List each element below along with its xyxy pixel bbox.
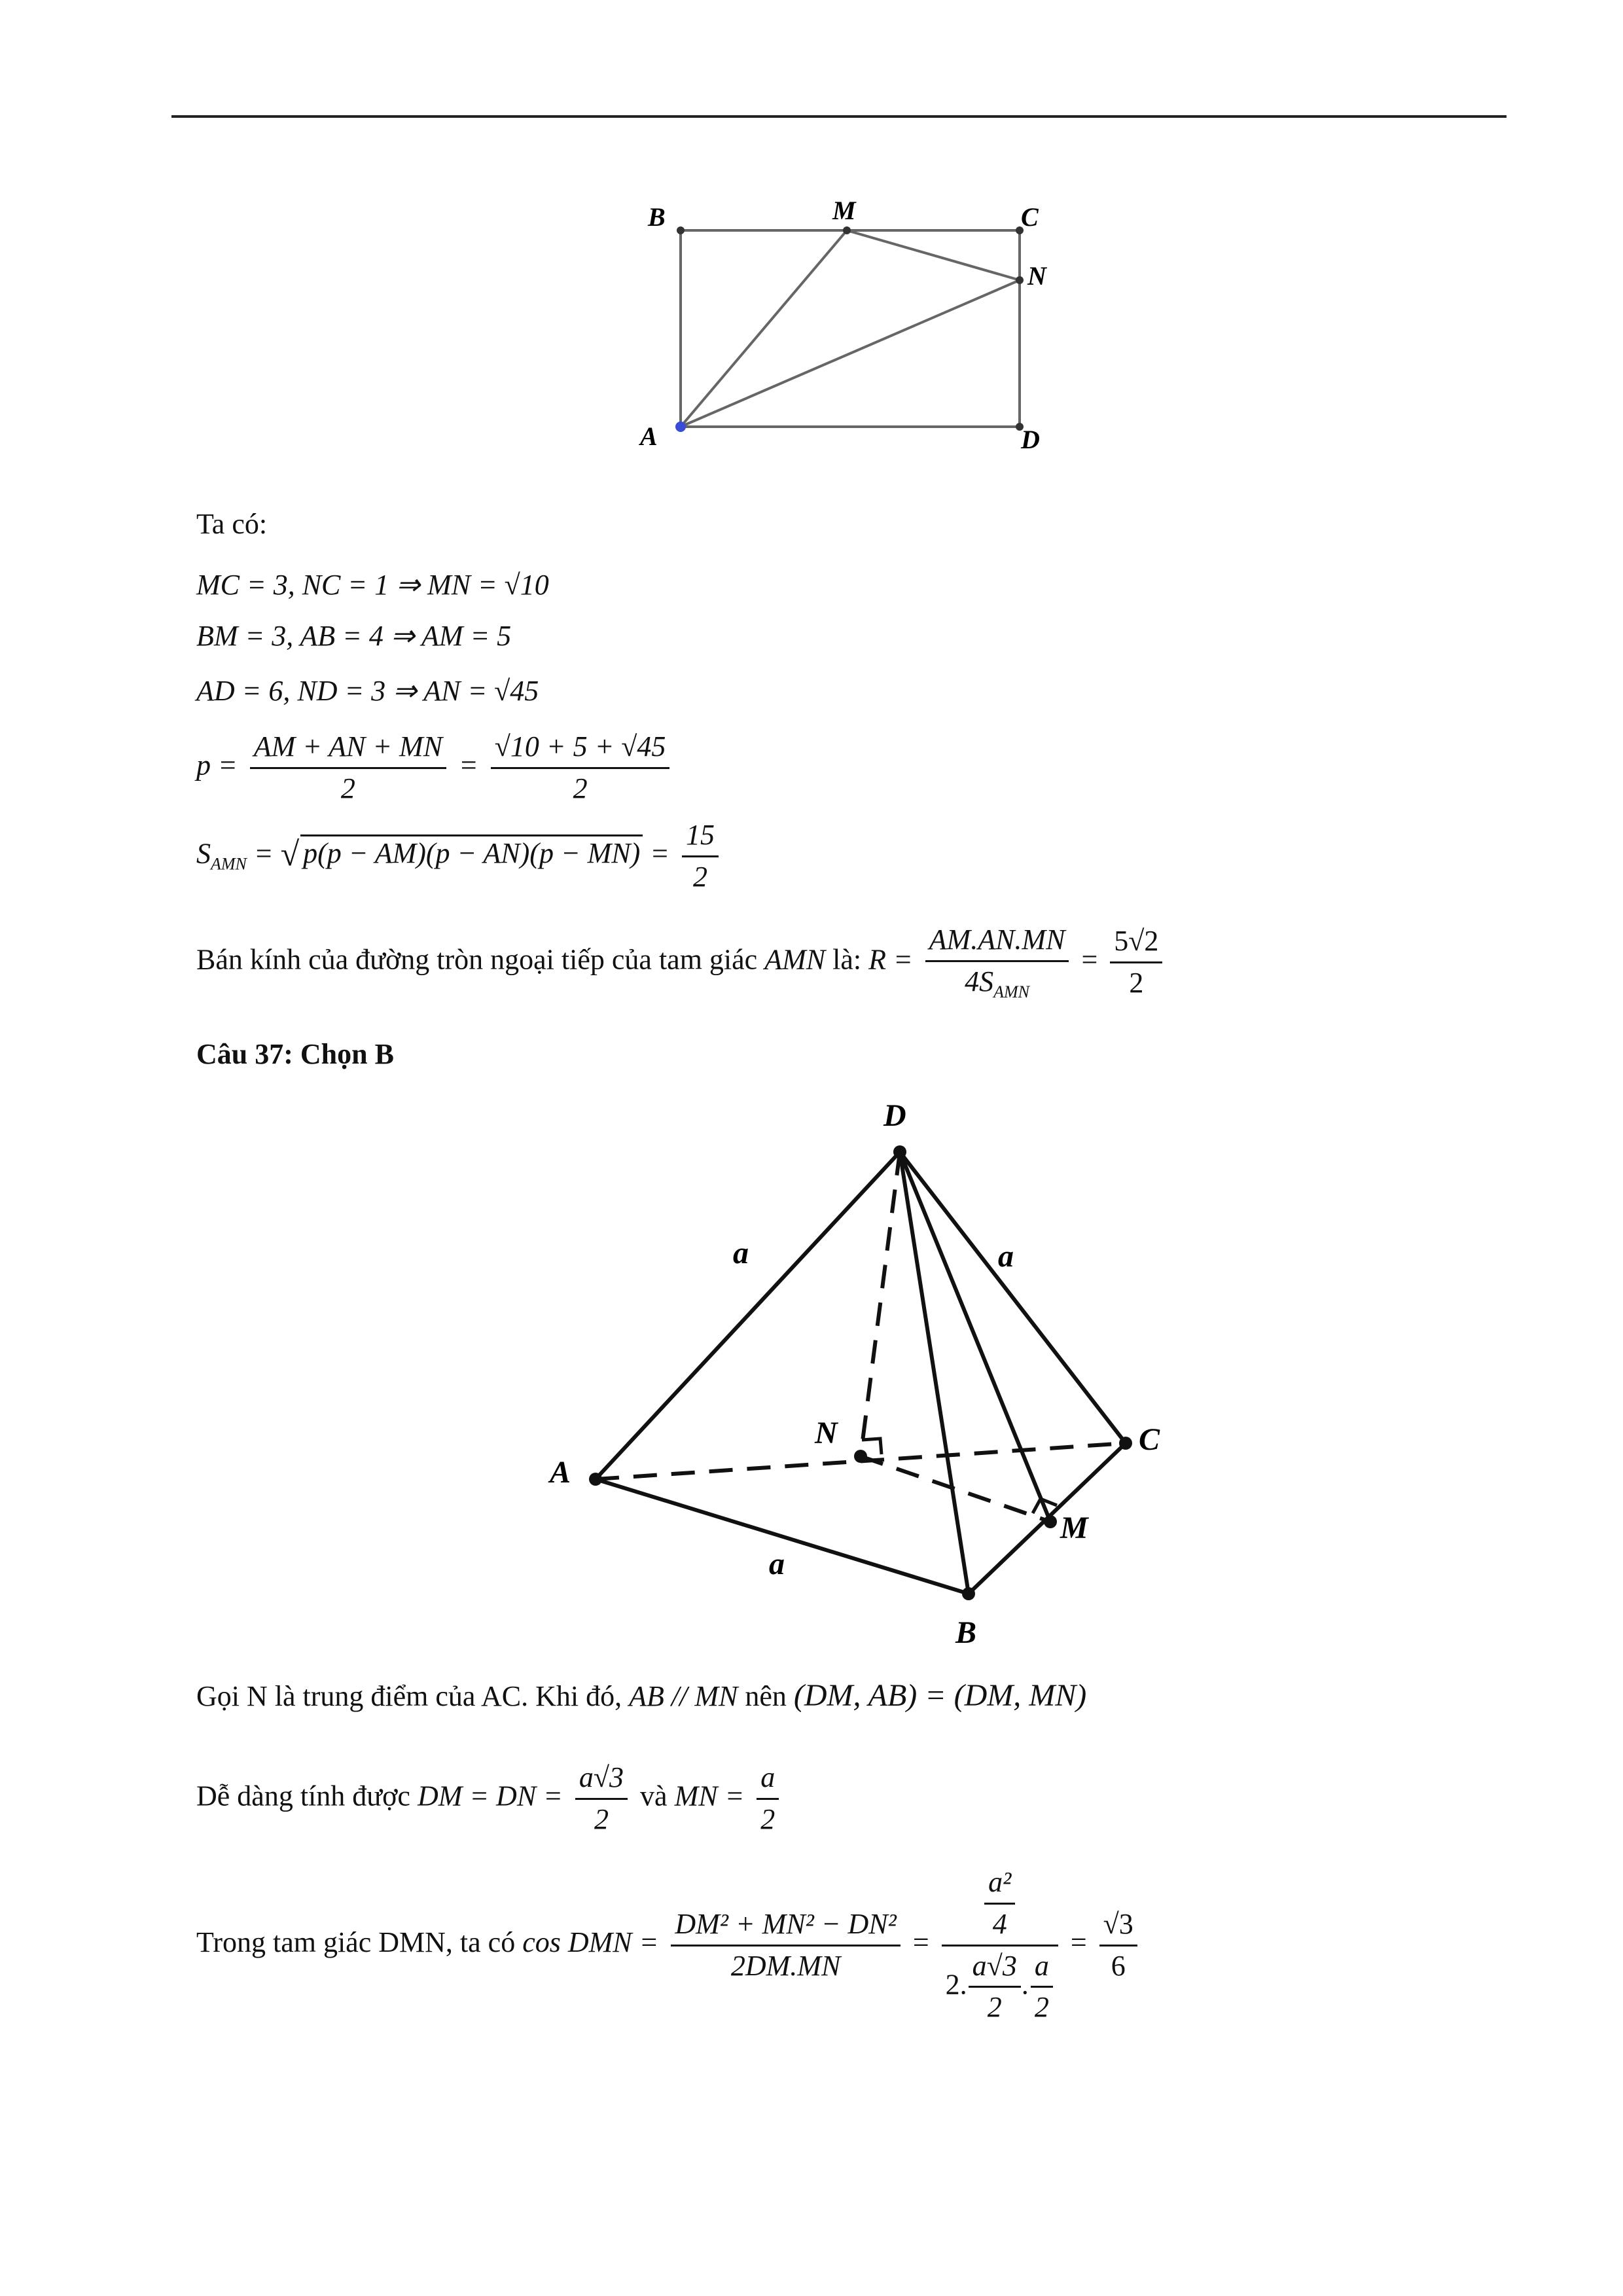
dm-frac-den: 2: [594, 1803, 609, 1835]
mn-frac-num: a: [757, 1761, 779, 1800]
p-lhs: p =: [196, 749, 238, 781]
eq-an: AD = 6, ND = 3 ⇒ AN = √45: [196, 675, 539, 707]
goi-n-text: Gọi N là trung điểm của AC. Khi đó,: [196, 1680, 622, 1712]
eq-p: p = $\frac{AM + AN + MN}{2}$ = $\frac{√10 + 5 + √45}{2}$: [196, 730, 675, 806]
cos-frac-2-den-a-den: 2: [987, 1991, 1002, 2024]
cos-result: [1099, 1907, 1137, 1984]
point-a: [675, 422, 686, 432]
point-c: [1119, 1437, 1132, 1450]
cos-frac-1: [671, 1907, 901, 1984]
label-m: M: [1060, 1511, 1088, 1545]
point-m: [1044, 1515, 1057, 1528]
mn-frac: [757, 1761, 779, 1837]
radius-frac-den-sub: AMN: [993, 982, 1029, 1001]
edge-label-da: a: [733, 1236, 749, 1270]
mn-lhs: MN =: [674, 1780, 745, 1812]
label-n: N: [1027, 261, 1046, 291]
dm-frac: [575, 1761, 628, 1837]
point-b: [962, 1587, 975, 1600]
label-b: B: [648, 202, 666, 232]
label-a: A: [640, 422, 658, 451]
cos-result-num: √3: [1099, 1907, 1137, 1946]
label-n: N: [815, 1416, 838, 1450]
radius-tri: AMN: [764, 943, 826, 976]
point-a: [589, 1473, 602, 1486]
header-rule: [171, 115, 1507, 118]
point-n: [1016, 276, 1024, 284]
goi-n-math-2: (DM, AB) = (DM, MN): [793, 1678, 1087, 1713]
label-a: A: [550, 1455, 571, 1490]
label-d: D: [1021, 425, 1040, 454]
cos-frac-2-den-a-num: a√3: [969, 1949, 1021, 1988]
edge-dm: [900, 1152, 1050, 1522]
mn-frac-den: 2: [760, 1803, 776, 1835]
radius-frac-den: 4S: [965, 965, 994, 997]
eq-am: BM = 3, AB = 4 ⇒ AM = 5: [196, 620, 512, 652]
s-expr: p(p − AM)(p − AN)(p − MN): [300, 834, 643, 871]
eq-area: $S_{AMN}$ = √ p(p − AM)(p − AN)(p − MN) = $\frac{15}{2}$: [196, 818, 724, 895]
label-b: B: [955, 1615, 977, 1650]
s-sub: AMN: [211, 854, 247, 874]
point-d: [893, 1145, 906, 1158]
radius-line: Bán kính của đường tròn ngoại tiếp của tam giác AMN là: R = $\frac{AM.AN.MN}{4S_{AMN}}$ = $\frac{5√2}{2}$: [196, 923, 1168, 1002]
edge-db: [900, 1152, 969, 1594]
radius-frac-num: AM.AN.MN: [925, 923, 1069, 962]
radius-result-den: 2: [1129, 967, 1144, 999]
rectangle-figure: [615, 190, 1060, 478]
ta-co: Ta có:: [196, 508, 268, 540]
tetrahedron-figure: [537, 1086, 1204, 1662]
dm-frac-num: a√3: [575, 1761, 628, 1800]
segment-an: [681, 280, 1020, 427]
edge-da: [596, 1152, 900, 1479]
goi-n-nen: nên: [745, 1680, 787, 1712]
rectangle-abcd: [681, 230, 1020, 427]
edge-label-dc: a: [998, 1239, 1014, 1274]
point-n: [854, 1450, 867, 1463]
cos-frac-2-den-coef: 2.: [945, 1967, 967, 2000]
va-text: và: [640, 1780, 668, 1812]
trong-tg-text: Trong tam giác DMN, ta có: [196, 1926, 516, 1959]
cos-frac-2-den-b: [1031, 1949, 1053, 2026]
label-m: M: [832, 196, 856, 225]
radius-intro: Bán kính của đường tròn ngoại tiếp của tam giác: [196, 943, 758, 976]
cos-frac-1-den: 2DM.MN: [730, 1949, 841, 1982]
label-d: D: [883, 1098, 906, 1133]
edge-label-ab: a: [769, 1547, 785, 1581]
cos-frac-2-den-b-num: a: [1031, 1949, 1053, 1988]
radius-lhs: R =: [868, 943, 913, 976]
p-frac-1-num: AM + AN + MN: [250, 730, 446, 769]
radius-frac: [925, 923, 1069, 1002]
radius-la: là:: [832, 943, 862, 976]
point-m: [843, 226, 851, 234]
cos-frac-1-num: DM² + MN² − DN²: [671, 1907, 901, 1946]
s-lhs: S: [196, 837, 211, 870]
goi-n-math-1: AB // MN: [629, 1680, 738, 1712]
goi-n-line: [196, 1677, 1086, 1715]
question-37-heading: Câu 37: Chọn B: [196, 1038, 394, 1070]
segment-dn-hidden: [861, 1152, 900, 1456]
eq-mn: MC = 3, NC = 1 ⇒ MN = √10: [196, 569, 549, 601]
radius-result: [1110, 924, 1162, 1001]
cos-result-den: 6: [1111, 1949, 1126, 1982]
cos-frac-2-den-a: [969, 1949, 1021, 2026]
cos-frac-2-top: [984, 1865, 1015, 1942]
cos-frac-2-top-num: a²: [984, 1865, 1015, 1905]
label-c: C: [1021, 202, 1039, 232]
cos-frac-2-top-den: 4: [992, 1907, 1007, 1940]
s-frac: [682, 818, 719, 895]
p-frac-1-den: 2: [340, 772, 355, 804]
p-frac-2-num: √10 + 5 + √45: [491, 730, 670, 769]
cos-frac-2: $\frac{\text{a²}}{4}$ 2. $\frac{a√3}{2}$ . $\frac{a}{2}$: [942, 1865, 1058, 2025]
point-b: [677, 226, 685, 234]
p-frac-2: [491, 730, 670, 806]
s-frac-den: 2: [693, 860, 707, 893]
cos-lhs: cos DMN =: [522, 1926, 659, 1959]
segment-mn: [847, 230, 1020, 280]
p-frac-1: [250, 730, 446, 806]
cos-frac-2-den-b-den: 2: [1034, 1991, 1049, 2024]
radius-result-num: 5√2: [1110, 924, 1162, 963]
de-dang-lhs: DM = DN =: [417, 1780, 563, 1812]
label-c: C: [1139, 1422, 1160, 1457]
p-frac-2-den: 2: [573, 772, 588, 804]
s-frac-num: 15: [682, 818, 719, 857]
segment-am: [681, 230, 847, 427]
s-sqrt: √ p(p − AM)(p − AN)(p − MN): [281, 834, 643, 875]
cos-line: Trong tam giác DMN, ta có cos DMN = $\frac{\text{DM² + MN² − DN²}}{2DM.MN}$ = $\frac{\text{a²}}{4}$ 2. $\frac{a√3}{2}$ . $\frac{a}{2}$ = $\frac{√3}{6}$: [196, 1865, 1143, 2025]
de-dang-text: Dễ dàng tính được: [196, 1780, 410, 1812]
edge-dc: [900, 1152, 1126, 1443]
de-dang-line: [196, 1761, 784, 1837]
